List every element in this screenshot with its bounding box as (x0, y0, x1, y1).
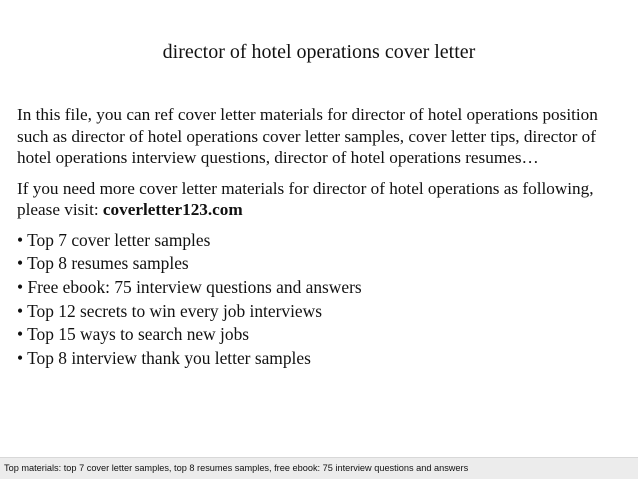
visit-line: If you need more cover letter materials for director of hotel operations as following, (17, 178, 594, 198)
list-item: • Top 12 secrets to win every job interviews (17, 300, 629, 324)
visit-line-with-link (17, 199, 629, 221)
intro-line: such as director of hotel operations cover letter samples, cover letter tips, director of (17, 126, 596, 146)
visit-paragraph (17, 178, 629, 221)
footer-bar: Top materials: top 7 cover letter samples, top 8 resumes samples, free ebook: 75 interview questions and answers (0, 457, 638, 479)
page-title: director of hotel operations cover letter (162, 41, 476, 63)
list-item: • Top 8 interview thank you letter samples (17, 347, 629, 371)
list-item: • Top 15 ways to search new jobs (17, 323, 629, 347)
list-item: • Top 8 resumes samples (17, 252, 629, 276)
list-item: • Top 7 cover letter samples (17, 229, 629, 253)
site-link[interactable]: coverletter123.com (102, 200, 243, 219)
list-item: • Free ebook: 75 interview questions and answers (17, 276, 629, 300)
materials-list (17, 229, 629, 371)
intro-line: hotel operations interview questions, director of hotel operations resumes… (17, 148, 539, 167)
intro-line: In this file, you can ref cover letter materials for director of hotel operations position (17, 105, 598, 124)
intro-paragraph (17, 104, 629, 169)
visit-prefix: please visit: (17, 200, 103, 219)
document-body (17, 104, 629, 371)
